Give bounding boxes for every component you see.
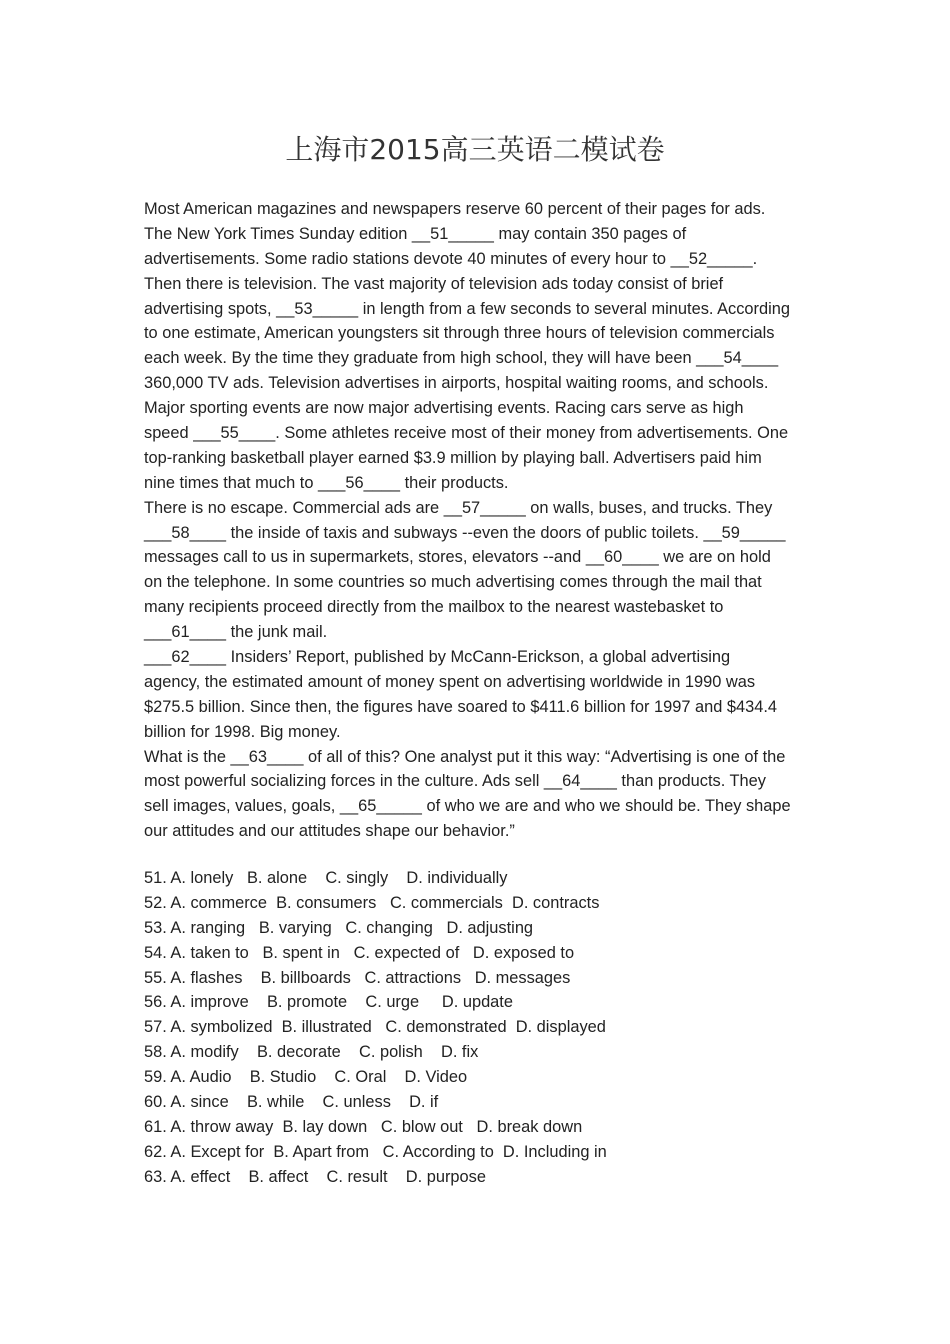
option-line-51: 51. A. lonely B. alone C. singly D. individually (144, 869, 508, 887)
passage-line: sell images, values, goals, __65_____ of who we are and who we should be. They shape (144, 797, 791, 816)
passage-line: on the telephone. In some countries so much advertising comes through the mail that (144, 573, 762, 592)
passage-line: top-ranking basketball player earned $3.9 million by playing ball. Advertisers paid him (144, 448, 762, 467)
passage-line: our attitudes and our attitudes shape our behavior.” (144, 822, 515, 841)
passage-line: nine times that much to ___56____ their products. (144, 473, 509, 492)
option-line-56: 56. A. improve B. promote C. urge D. update (144, 993, 513, 1012)
option-line-58: 58. A. modify B. decorate C. polish D. fix (144, 1043, 479, 1062)
passage-line: to one estimate, American youngsters sit through three hours of television commercials (144, 324, 775, 343)
passage-line: ___61____ the junk mail. (144, 623, 328, 642)
option-line-55: 55. A. flashes B. billboards C. attractions D. messages (144, 968, 571, 987)
passage-line: most powerful socializing forces in the culture. Ads sell __64____ than products. They (144, 772, 766, 791)
passage-line: $275.5 billion. Since then, the figures have soared to $411.6 billion for 1997 and $434.4 (144, 697, 778, 716)
answer-options (144, 866, 812, 1190)
cloze-passage (144, 197, 812, 844)
passage-line: speed ___55____. Some athletes receive most of their money from advertisements. One (144, 424, 789, 443)
passage-line: The New York Times Sunday edition __51_____ may contain 350 pages of (144, 224, 687, 243)
passage-line: Most American magazines and newspapers reserve 60 percent of their pages for ads. (144, 200, 766, 218)
passage-line: Major sporting events are now major advertising events. Racing cars serve as high (144, 399, 744, 418)
option-line-53: 53. A. ranging B. varying C. changing D. adjusting (144, 918, 534, 937)
option-line-62: 62. A. Except for B. Apart from C. According to D. Including in (144, 1142, 607, 1161)
passage-line: ___58____ the inside of taxis and subways --even the doors of public toilets. __59_____ (144, 523, 786, 542)
passage-line: advertising spots, __53_____ in length from a few seconds to several minutes. According (144, 299, 790, 318)
passage-line: What is the __63____ of all of this? One analyst put it this way: “Advertising is one of the (144, 747, 786, 766)
passage-line: agency, the estimated amount of money spent on advertising worldwide in 1990 was (144, 672, 756, 691)
passage-line: 360,000 TV ads. Television advertises in airports, hospital waiting rooms, and schools. (144, 374, 769, 393)
passage-line: There is no escape. Commercial ads are __57_____ on walls, buses, and trucks. They (144, 498, 773, 517)
passage-line: billion for 1998. Big money. (144, 722, 341, 741)
option-line-52: 52. A. commerce B. consumers C. commercials D. contracts (144, 893, 600, 912)
option-line-63: 63. A. effect B. affect C. result D. purpose (144, 1167, 486, 1186)
passage-line: messages call to us in supermarkets, stores, elevators --and __60____ we are on hold (144, 548, 771, 567)
option-line-61: 61. A. throw away B. lay down C. blow out D. break down (144, 1117, 583, 1136)
passage-line: advertisements. Some radio stations devote 40 minutes of every hour to __52_____. (144, 249, 758, 268)
passage-line: many recipients proceed directly from the mailbox to the nearest wastebasket to (144, 598, 724, 617)
passage-line: ___62____ Insiders’ Report, published by McCann-Erickson, a global advertising (144, 648, 731, 667)
option-line-57: 57. A. symbolized B. illustrated C. demonstrated D. displayed (144, 1018, 606, 1037)
option-line-54: 54. A. taken to B. spent in C. expected of D. exposed to (144, 943, 575, 962)
document-title: 上海市2015高三英语二模试卷 (285, 133, 665, 166)
option-line-60: 60. A. since B. while C. unless D. if (144, 1093, 439, 1112)
passage-line: Then there is television. The vast majority of television ads today consist of brief (144, 274, 724, 293)
option-line-59: 59. A. Audio B. Studio C. Oral D. Video (144, 1068, 468, 1087)
passage-line: each week. By the time they graduate from high school, they will have been ___54____ (144, 349, 779, 368)
